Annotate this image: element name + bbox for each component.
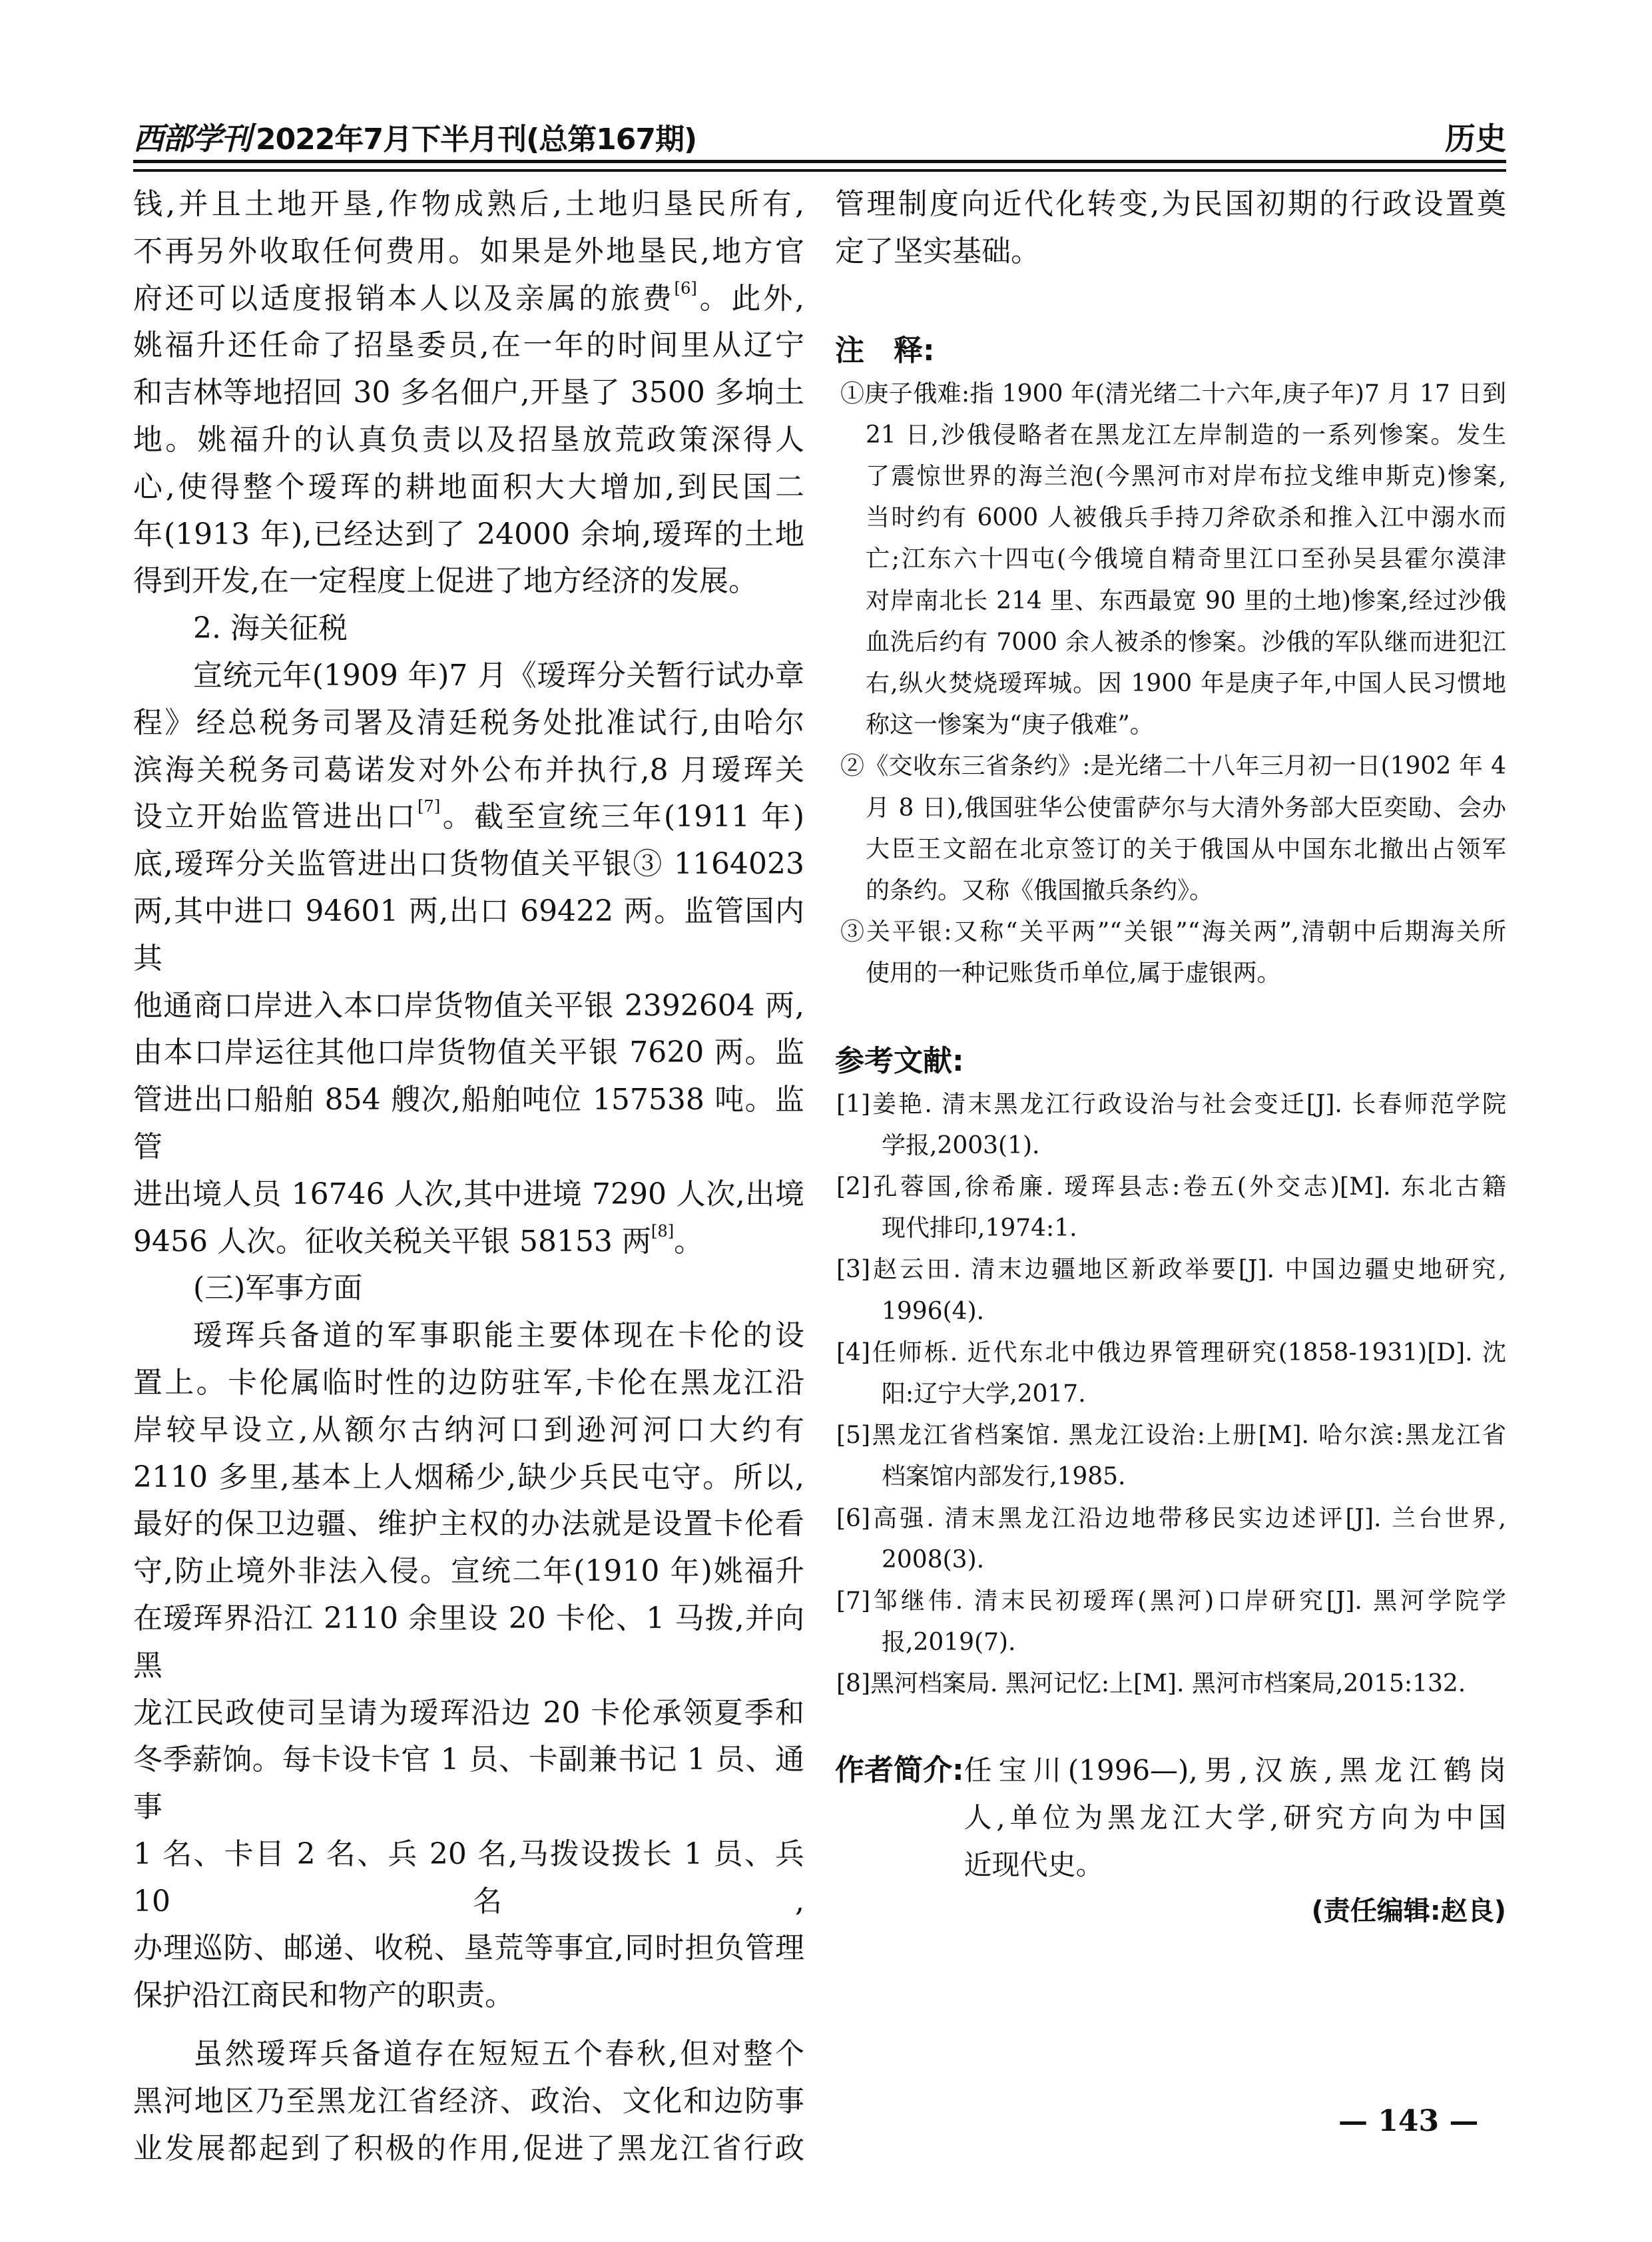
text-line: [3]赵云田. 清末边疆地区新政举要[J]. 中国边疆史地研究, (836, 1256, 1506, 1284)
text-line: 2. 海关征税 (193, 611, 348, 646)
responsible-editor: (责任编辑:赵良) (1311, 1895, 1506, 1926)
text-line: 他通商口岸进入本口岸货物值关平银 2392604 两, (133, 988, 804, 1023)
text-line: 业发展都起到了积极的作用,促进了黑龙江省行政 (133, 2131, 804, 2165)
text-line: 定了坚实基础。 (835, 234, 1040, 268)
text-line: 滨海关税务司葛诺发对外公布并执行,8 月瑷珲关 (133, 752, 804, 787)
text-line: 档案馆内部发行,1985. (882, 1463, 1126, 1491)
text-line: 守,防止境外非法入侵。宣统二年(1910 年)姚福升 (133, 1554, 804, 1589)
paragraph (133, 653, 804, 1265)
text-line: 1996(4). (882, 1297, 985, 1325)
text-line: 虽然瑷珲兵备道存在短短五个春秋,但对整个 (193, 2037, 804, 2072)
text-line: 管进出口船舶 854 艘次,船舶吨位 157538 吨。监管 (133, 1083, 804, 1164)
reference-item (836, 1581, 1506, 1663)
text-line: 9456 人次。征收关税关平银 58153 两[8]。 (133, 1221, 704, 1259)
citation-marker: [7] (417, 797, 441, 816)
text-line: 学报,2003(1). (882, 1131, 1040, 1159)
text-line: 置上。卡伦属临时性的边防驻军,卡伦在黑龙江沿 (133, 1365, 804, 1400)
citation-marker: [6] (674, 278, 697, 298)
references-heading: 参考文献: (835, 1043, 964, 1078)
note-item (840, 374, 1506, 746)
text-line: 府还可以适度报销本人以及亲属的旅费[6]。此外, (133, 278, 804, 316)
text-line: 任宝川(1996—),男,汉族,黑龙江鹤岗 (964, 1753, 1506, 1787)
text-line: 进出境人员 16746 人次,其中进境 7290 人次,出境 (133, 1177, 804, 1211)
text-line: 和吉林等地招回 30 多名佃户,开垦了 3500 多垧土 (133, 376, 804, 410)
reference-item (836, 1415, 1506, 1498)
text-line: 姚福升还任命了招垦委员,在一年的时间里从辽宁 (133, 328, 804, 363)
text-line: [8]黑河档案局. 黑河记忆:上[M]. 黑河市档案局,2015:132. (836, 1670, 1466, 1698)
text-line: 设立开始监管进出口[7]。截至宣统三年(1911 年) (133, 797, 805, 834)
text-line: 底,瑷珲分关监管进出口货物值关平银③ 1164023 (133, 847, 804, 882)
issue-info: 2022年7月下半月刊(总第167期) (256, 123, 697, 156)
journal-logo: 西部学刊 (133, 121, 250, 156)
text-line: 对岸南北长 214 里、东西最宽 90 里的土地)惨案,经过沙俄 (866, 587, 1506, 615)
page-header (133, 115, 1506, 158)
text-line: 2008(3). (882, 1545, 985, 1573)
text-line: 了震惊世界的海兰泡(今黑河市对岸布拉戈维申斯克)惨案, (866, 463, 1506, 490)
subsection-heading (133, 605, 804, 653)
text-line: 地。姚福升的认真负责以及招垦放荒政策深得人 (133, 422, 804, 457)
text-line: 瑷珲兵备道的军事职能主要体现在卡伦的设 (193, 1318, 804, 1353)
text-line: 程》经总税务司署及清廷税务处批准试行,由哈尔 (133, 705, 804, 740)
notes-list (835, 374, 1506, 995)
text-line: 岸较早设立,从额尔古纳河口到逊河河口大约有 (133, 1412, 804, 1447)
text-line: 大臣王文韶在北京签订的关于俄国从中国东北撤出占领军 (866, 835, 1506, 863)
author-bio-text (964, 1747, 1506, 1888)
text-line: [6]高强. 清末黑龙江沿边地带移民实边述评[J]. 兰台世界, (836, 1504, 1506, 1532)
notes-heading: 注 释: (835, 333, 935, 368)
text-line: 宣统元年(1909 年)7 月《瑷珲分关暂行试办章 (193, 658, 804, 693)
text-line: 月 8 日),俄国驻华公使雷萨尔与大清外务部大臣奕劻、会办 (866, 794, 1506, 822)
text-line: 不再另外收取任何费用。如果是外地垦民,地方官 (133, 234, 804, 268)
references-list (835, 1084, 1506, 1705)
text-line: 报,2019(7). (882, 1629, 1016, 1657)
paragraph (133, 2031, 804, 2172)
section-title: 历史 (1445, 121, 1506, 156)
right-column-text (835, 181, 1506, 276)
text-line: 黑河地区乃至黑龙江省经济、政治、文化和边防事 (133, 2084, 804, 2118)
text-line: 右,纵火焚烧瑷珲城。因 1900 年是庚子年,中国人民习惯地 (866, 670, 1506, 698)
reference-item (836, 1084, 1506, 1167)
header-rule-bottom (133, 169, 1506, 172)
note-item (840, 746, 1506, 912)
text-line: 年(1913 年),已经达到了 24000 余垧,瑷珲的土地 (133, 517, 804, 551)
reference-item (836, 1249, 1506, 1332)
text-line: 办理巡防、邮递、收税、垦荒等事宜,同时担负管理 (133, 1931, 804, 1966)
text-line: [1]姜艳. 清末黑龙江行政设治与社会变迁[J]. 长春师范学院 (836, 1090, 1506, 1118)
reference-item (836, 1167, 1506, 1249)
reference-item (836, 1663, 1506, 1705)
note-item (840, 912, 1506, 994)
reference-item (836, 1498, 1506, 1581)
text-line: 21 日,沙俄侵略者在黑龙江左岸制造的一系列惨案。发生 (866, 421, 1506, 449)
text-line: 冬季薪饷。每卡设卡官 1 员、卡副兼书记 1 员、通事 (133, 1743, 804, 1824)
paragraph (835, 181, 1506, 276)
text-line: 人,单位为黑龙江大学,研究方向为中国 (964, 1801, 1506, 1834)
text-line: ①庚子俄难:指 1900 年(清光绪二十六年,庚子年)7 月 17 日到 (840, 380, 1506, 408)
text-line: 近现代史。 (964, 1848, 1104, 1881)
author-bio-body (964, 1747, 1506, 1888)
text-line: [7]邹继伟. 清末民初瑷珲(黑河)口岸研究[J]. 黑河学院学 (836, 1587, 1506, 1615)
text-line: 管理制度向近代化转变,为民国初期的行政设置奠 (835, 187, 1506, 221)
text-line: 2110 多里,基本上人烟稀少,缺少兵民屯守。所以, (133, 1460, 804, 1494)
text-line: [4]任师栎. 近代东北中俄边界管理研究(1858-1931)[D]. 沈 (836, 1338, 1506, 1366)
text-line: 亡;江东六十四屯(今俄境自精奇里江口至孙吴县霍尔漠津 (866, 545, 1506, 573)
text-line: 当时约有 6000 人被俄兵手持刀斧砍杀和推入江中溺水而 (866, 504, 1506, 532)
page-number: — 143 — (1338, 2104, 1479, 2138)
reference-item (836, 1332, 1506, 1415)
text-line: 最好的保卫边疆、维护主权的办法就是设置卡伦看 (133, 1507, 804, 1541)
text-line: ③关平银:又称“关平两”“关银”“海关两”,清朝中后期海关所 (840, 918, 1506, 946)
text-line: 使用的一种记账货币单位,属于虚银两。 (866, 960, 1281, 987)
text-line: 两,其中进口 94601 两,出口 69422 两。监管国内其 (133, 894, 804, 976)
text-line: 龙江民政使司呈请为瑷珲沿边 20 卡伦承领夏季和 (133, 1695, 804, 1730)
text-line: 称这一惨案为“庚子俄难”。 (866, 711, 1154, 739)
author-bio (835, 1747, 1506, 1888)
text-line: 现代排印,1974:1. (882, 1215, 1077, 1243)
text-line: ②《交收东三省条约》:是光绪二十八年三月初一日(1902 年 4 (840, 752, 1506, 780)
paragraph (133, 1312, 804, 2020)
text-line: 1 名、卡目 2 名、兵 20 名,马拨设拨长 1 员、兵 10 名, (133, 1836, 804, 1918)
left-column (133, 181, 804, 2172)
header-rule-top (133, 160, 1506, 163)
paragraph (133, 181, 804, 605)
citation-marker: [8] (651, 1221, 675, 1241)
subsection-heading (133, 1265, 804, 1312)
text-line: 血洗后约有 7000 余人被杀的惨案。沙俄的军队继而进犯江 (866, 628, 1506, 656)
text-line: 心,使得整个瑷珲的耕地面积大大增加,到民国二 (133, 469, 804, 504)
text-line: 保护沿江商民和物产的职责。 (133, 1978, 514, 2013)
author-bio-label: 作者简介: (835, 1753, 964, 1787)
right-column (835, 181, 1506, 1931)
text-line: 由本口岸运往其他口岸货物值关平银 7620 两。监 (133, 1035, 804, 1070)
text-line: 钱,并且土地开垦,作物成熟后,土地归垦民所有, (133, 187, 804, 221)
text-line: 的条约。又称《俄国撤兵条约》。 (866, 877, 1214, 905)
text-line: (三)军事方面 (193, 1271, 363, 1306)
text-line: 在瑷珲界沿江 2110 余里设 20 卡伦、1 马拨,并向黑 (133, 1601, 804, 1683)
text-line: [2]孔蓉国,徐希廉. 瑷珲县志:卷五(外交志)[M]. 东北古籍 (836, 1173, 1506, 1201)
text-line: 得到开发,在一定程度上促进了地方经济的发展。 (133, 564, 758, 599)
text-line: 阳:辽宁大学,2017. (882, 1380, 1086, 1408)
text-line: [5]黑龙江省档案馆. 黑龙江设治:上册[M]. 哈尔滨:黑龙江省 (836, 1422, 1506, 1450)
